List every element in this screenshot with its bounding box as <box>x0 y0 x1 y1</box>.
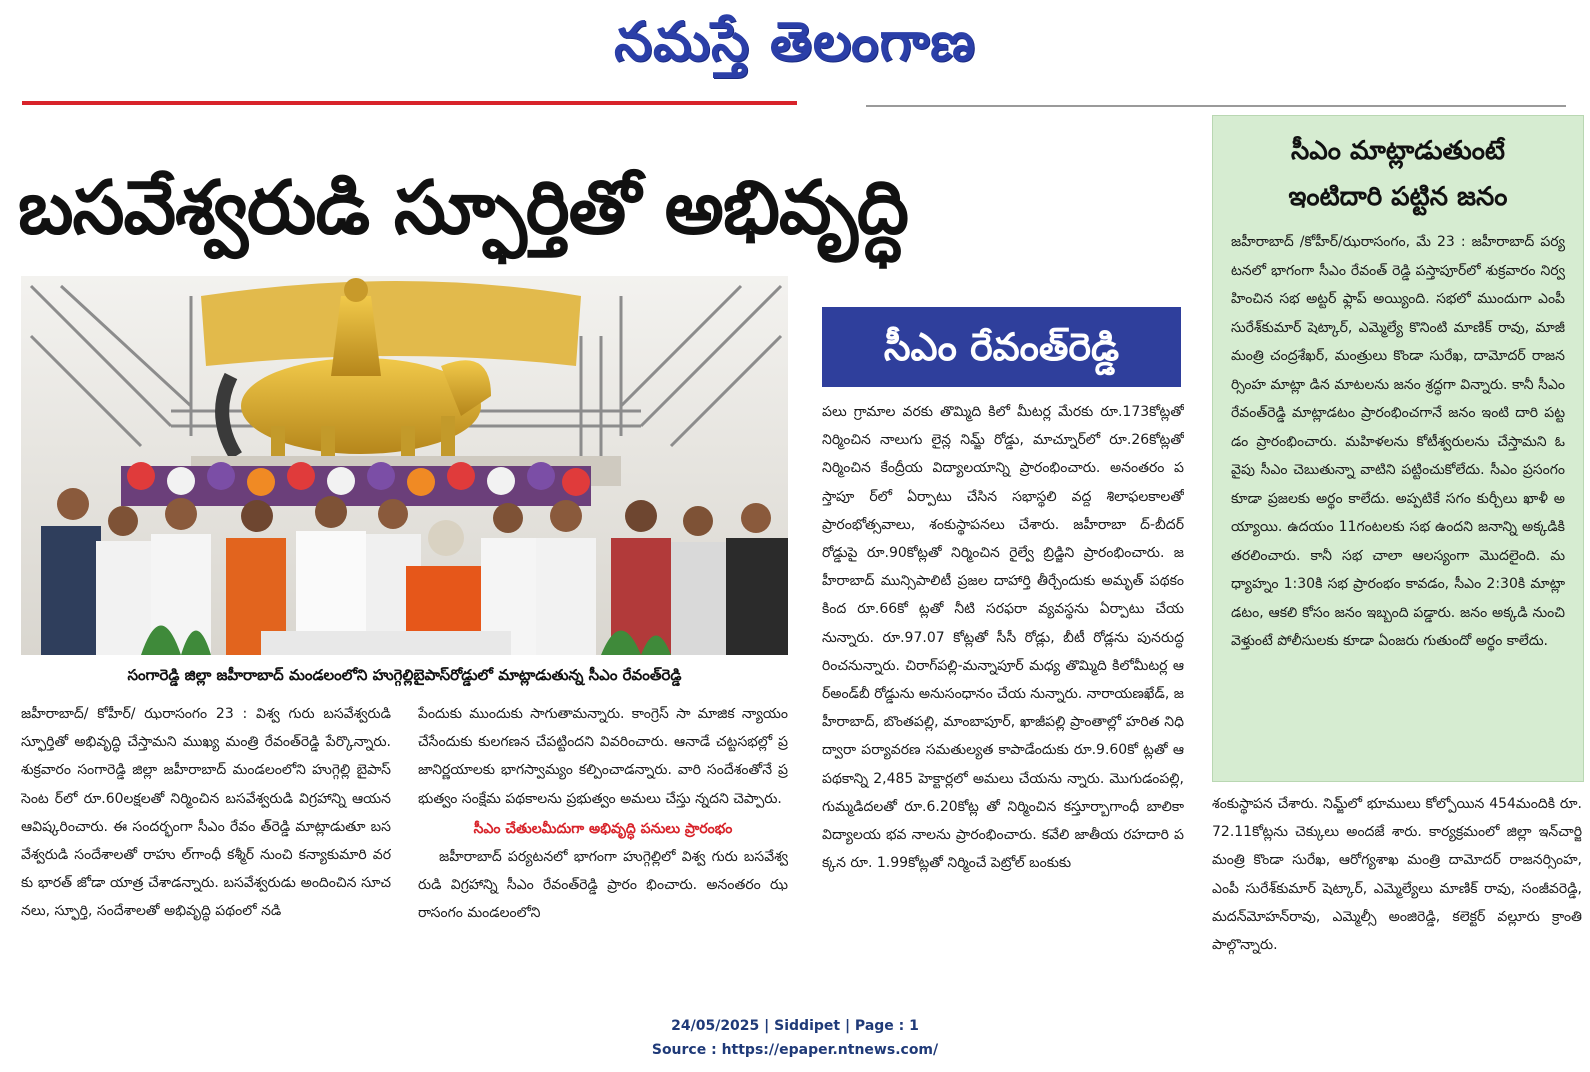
photo-caption: సంగారెడ్డి జిల్లా జహీరాబాద్ మండలంలోని హుగ్గెల్లిబైపాస్‌రోడ్డులో మాట్లాడుతున్న సీఎం రేవంత్‌రెడ్డి <box>127 666 682 684</box>
article-paragraph: జహీరాబాద్/ కోహీర్/ ఝరాసంగం 23 : విశ్వ గురు బసవేశ్వరుడి స్ఫూర్తితో అభివృద్ధి చేస్తామని ముఖ్య మంత్రి రేవంత్‌రెడ్డి పేర్కొన్నారు. శుక్రవారం సంగారెడ్డి జిల్లా జహీరాబాద్ మండలంలోని హుగ్గెల్లి బైపాస్ సెంట ర్‌లో రూ.60లక్షలతో నిర్మించిన బసవేశ్వరుడి విగ్రహాన్ని ఆయన ఆవిష్కరించారు. ఈ సందర్భంగా సీఎం రేవం త్‌రెడ్డి మాట్లాడుతూ బసవేశ్వరుడి సందేశాలతో రాహు ల్‌గాంధీ కశ్మీర్ నుంచి కన్యాకుమారి వరకు భారత్ జోడా యాత్ర చేశాడన్నారు. బసవేశ్వరుడు అందించిన సూచనలు, స్ఫూర్తి, సందేశాలతో అభివృద్ధి పథంలో నడి <box>21 706 391 920</box>
sidebar-headline-line-2: ఇంటిదారి పట్టిన జనం <box>1288 182 1508 212</box>
footer-source-link[interactable]: Source : https://epaper.ntnews.com/ <box>651 1042 939 1058</box>
sidebar-headline-line-1: సీఎం మాట్లాడుతుంటే <box>1291 136 1505 166</box>
page-footer <box>0 1014 1590 1062</box>
article-subheading: సీఎం చేతులమీదుగా అభివృద్ధి పనులు ప్రారంభం <box>473 820 733 837</box>
statue-ceremony-illustration <box>21 276 788 655</box>
article-column-right: శంకుస్థాపన చేశారు. నిమ్జ్‌లో భూములు కోల్పోయిన 454మందికి రూ.72.11కోట్లను చెక్కులు అందజే శారు. కార్యక్రమంలో జిల్లా ఇన్‌చార్జి మంత్రి కొండా సురేఖ, ఆరోగ్యశాఖ మంత్రి దామోదర్ రాజనర్సింహ, ఎంపీ సురేశ్‌కుమార్ షెట్కార్, ఎమ్మెల్యేలు మాణిక్ రావు, సంజీవరెడ్డి, మదన్‌మోహన్‌రావు, ఎమ్మెల్సీ అంజిరెడ్డి, కలెక్టర్ వల్లూరు క్రాంతి పాల్గొన్నారు. <box>1212 796 1582 954</box>
sidebar-story-box <box>1212 115 1584 782</box>
sidebar-body-text: జహీరాబాద్ /కోహీర్/ఝరాసంగం, మే 23 : జహీరాబాద్ పర్యటనలో భాగంగా సీఎం రేవంత్ రెడ్డి పస్తాపూర్‌లో శుక్రవారం నిర్వహించిన సభ అట్టర్ ఫ్లాప్ అయ్యింది. సభలో ముందుగా ఎంపీ సురేశ్‌కుమార్ షెట్కార్, ఎమ్మెల్యే కొనింటి మాణిక్ రావు, మాజీ మంత్రి చంద్రశేఖర్, మంత్రులు కొండా సురేఖ, దామోదర్ రాజనర్సింహ మాట్లా డిన మాటలను జనం శ్రద్ధగా విన్నారు. కానీ సీఎం రేవంత్‌రెడ్డి మాట్లాడటం ప్రారంభించగానే జనం ఇంటి దారి పట్టడం ప్రారంభించారు. మహిళలను కోటీశ్వరులను చేస్తామని ఓ వైపు సీఎం చెబుతున్నా వాటిని పట్టించుకోలేదు. సీఎం ప్రసంగం కూడా ప్రజలకు అర్థం కాలేదు. అప్పటికే సగం కుర్చీలు ఖాళీ అయ్యాయి. ఉదయం 11గంటలకు సభ ఉందని జనాన్ని అక్కడికి తరలించారు. కానీ సభ చాలా ఆలస్యంగా మొదలైంది. మధ్యాహ్నం 1:30కి సభ ప్రారంభం కావడం, సీఎం 2:30కి మాట్లా డటం, ఆకలి కోసం జనం ఇబ్బంది పడ్డారు. జనం అక్కడి నుంచి వెళ్తుంటే పోలీసులకు కూడా ఏంజరు గుతుందో అర్థం కాలేదు. <box>1231 234 1565 649</box>
article-column-left <box>21 700 391 996</box>
news-photo <box>21 276 788 655</box>
footer-edition-info: 24/05/2025 | Siddipet | Page : 1 <box>671 1018 919 1034</box>
sidebar-headline <box>1213 116 1583 220</box>
masthead-red-rule <box>22 101 797 105</box>
article-column-middle <box>418 700 788 996</box>
masthead-grey-rule <box>866 105 1566 107</box>
article-paragraph: పేందుకు ముందుకు సాగుతామన్నారు. కాంగ్రెస్ సా మాజిక న్యాయం చేసేందుకు కులగణన చేపట్టిందని వివరించారు. ఆనాడే చట్టసభల్లో ప్రజానిర్ణయాలకు భాగస్వామ్యం కల్పించాడన్నారు. వారి సందేశంతోనే ప్రభుత్వం సంక్షేమ పథకాలను ప్రభుత్వం అమలు చేస్తు న్నదని చెప్పారు. <box>418 706 788 807</box>
sub-headline-banner: సీఎం రేవంత్‌రెడ్డి <box>822 307 1181 387</box>
main-headline: బసవేశ్వరుడి స్ఫూర్తితో అభివృద్ధి <box>18 165 909 251</box>
masthead-logo: నమస్తే తెలంగాణ <box>614 10 976 73</box>
article-column-center: పలు గ్రామాల వరకు తొమ్మిది కిలో మీటర్ల మేరకు రూ.173కోట్లతో నిర్మించిన నాలుగు లైన్ల నిమ్జ్ రోడ్డు, మాచ్నూర్‌లో రూ.26కోట్లతో నిర్మించిన కేంద్రీయ విద్యాలయాన్ని ప్రారంభించారు. అనంతరం పస్తాపూ ర్‌లో ఏర్పాటు చేసిన సభాస్థలి వద్ద శిలాఫలకాలతో ప్రారంభోత్సవాలు, శంకుస్థాపనలు చేశారు. జహీరాబా ద్-బీదర్ రోడ్డుపై రూ.90కోట్లతో నిర్మించిన రైల్వే బ్రిడ్జిని ప్రారంభించారు. జహీరాబాద్ మున్సిపాలిటీ ప్రజల దాహార్తి తీర్చేందుకు అమృత్ పథకం కింద రూ.66కో ట్లతో నీటి సరఫరా వ్యవస్థను ఏర్పాటు చేయనున్నారు. రూ.97.07 కోట్లతో సీసీ రోడ్లు, బీటీ రోడ్లను పునరుద్ధ రించనున్నారు. చిరాగ్‌పల్లి-మన్నాపూర్ మధ్య తొమ్మిది కిలోమీటర్ల ఆర్‌అండ్‌బీ రోడ్డును అనుసంధానం చేయ నున్నారు. నారాయణఖేడ్, జహీరాబాద్, బొంతపల్లి, మాంబాపూర్, ఖాజీపల్లి ప్రాంతాల్లో హరిత నిధి ద్వారా పర్యావరణ సమతుల్యత కాపాడేందుకు రూ.9.60కో ట్లతో ఆ పథకాన్ని 2,485 హెక్టార్లలో అమలు చేయను న్నారు. మొగుడంపల్లి, గుమ్మడిదలతో రూ.6.20కోట్ల తో నిర్మించిన కస్తూర్బాగాంధీ బాలికా విద్యాలయ భవ నాలను ప్రారంభించారు. కవేలి జాతీయ రహదారి పక్కన రూ. 1.99కోట్లతో నిర్మించే పెట్రోల్ బంకుకు <box>822 404 1184 872</box>
article-paragraph: జహీరాబాద్ పర్యటనలో భాగంగా హుగ్గెల్లిలో విశ్వ గురు బసవేశ్వరుడి విగ్రహాన్ని సీఎం రేవంత్‌రెడ్డి ప్రారం భించారు. అనంతరం ఝరాసంగం మండలంలోని <box>418 848 788 922</box>
